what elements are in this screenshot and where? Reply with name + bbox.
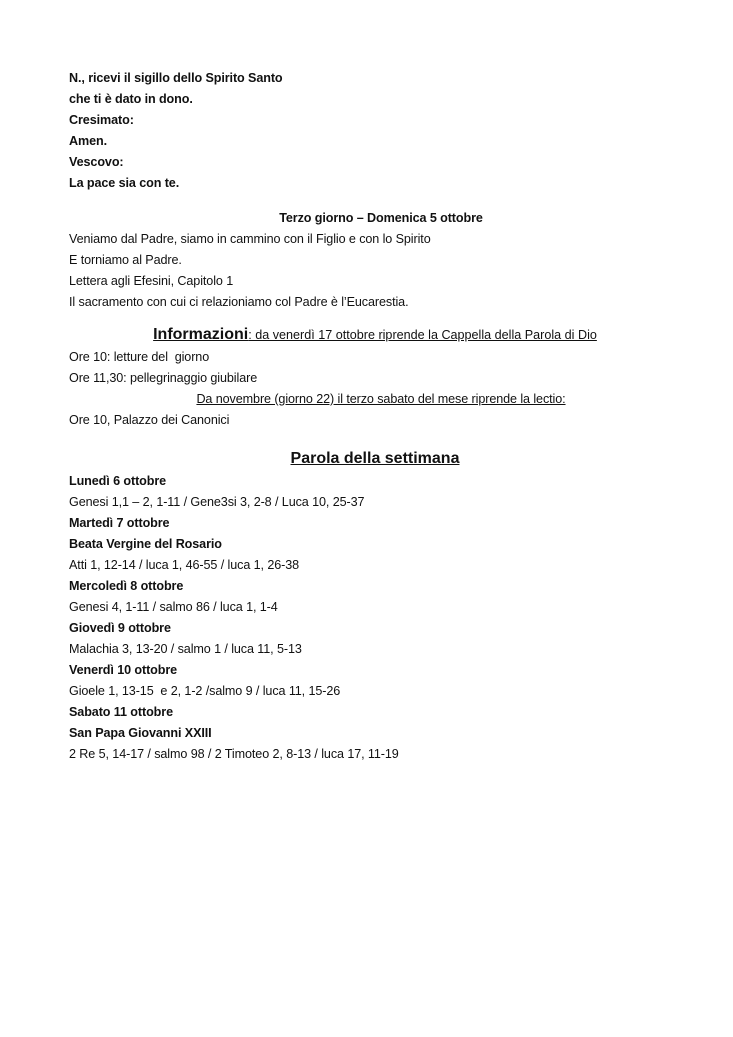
third-day-heading: Terzo giorno – Domenica 5 ottobre	[279, 211, 483, 225]
third-day-block	[69, 208, 669, 313]
day-readings: Genesi 4, 1-11 / salmo 86 / luca 1, 1-4	[69, 600, 278, 614]
day-label: Sabato 11 ottobre	[69, 705, 173, 719]
day-readings: Malachia 3, 13-20 / salmo 1 / luca 11, 5-13	[69, 642, 302, 656]
day-feast: San Papa Giovanni XXIII	[69, 726, 212, 740]
document-page	[69, 68, 669, 765]
rite-line: Amen.	[69, 134, 107, 148]
day-label: Lunedì 6 ottobre	[69, 474, 167, 488]
info-heading	[69, 323, 669, 347]
lectio-notice: Da novembre (giorno 22) il terzo sabato del mese riprende la lectio:	[196, 392, 566, 406]
rite-line: La pace sia con te.	[69, 176, 180, 190]
day-readings: Atti 1, 12-14 / luca 1, 46-55 / luca 1, 26-38	[69, 558, 300, 572]
third-day-line: E torniamo al Padre.	[69, 253, 182, 267]
week-title: Parola della settimana	[290, 450, 460, 467]
info-line: Ore 10: letture del giorno	[69, 350, 210, 364]
info-title-suffix: : da venerdì 17 ottobre riprende la Cappella della Parola di Dio	[248, 328, 597, 342]
day-label: Mercoledì 8 ottobre	[69, 579, 184, 593]
info-line: Ore 11,30: pellegrinaggio giubilare	[69, 371, 258, 385]
third-day-line: Veniamo dal Padre, siamo in cammino con il Figlio e con lo Spirito	[69, 232, 431, 246]
third-day-line: Il sacramento con cui ci relazioniamo col Padre è l’Eucarestia.	[69, 295, 409, 309]
day-label: Giovedì 9 ottobre	[69, 621, 171, 635]
week-block	[69, 447, 669, 765]
day-readings: Gioele 1, 13-15 e 2, 1-2 /salmo 9 / luca 11, 15-26	[69, 684, 341, 698]
rite-line: Vescovo:	[69, 155, 124, 169]
day-readings: 2 Re 5, 14-17 / salmo 98 / 2 Timoteo 2, 8-13 / luca 17, 11-19	[69, 747, 399, 761]
day-readings: Genesi 1,1 – 2, 1-11 / Gene3si 3, 2-8 / Luca 10, 25-37	[69, 495, 365, 509]
spacer	[69, 313, 669, 323]
info-title: Informazioni	[153, 326, 249, 343]
day-label: Martedì 7 ottobre	[69, 516, 170, 530]
day-label: Venerdì 10 ottobre	[69, 663, 178, 677]
rite-line: N., ricevi il sigillo dello Spirito Santo	[69, 71, 283, 85]
rite-block	[69, 68, 669, 194]
lectio-place: Ore 10, Palazzo dei Canonici	[69, 413, 230, 427]
third-day-line: Lettera agli Efesini, Capitolo 1	[69, 274, 234, 288]
rite-line: Cresimato:	[69, 113, 134, 127]
spacer	[69, 431, 669, 447]
info-block	[69, 323, 669, 431]
spacer	[69, 194, 669, 208]
rite-line: che ti è dato in dono.	[69, 92, 193, 106]
day-feast: Beata Vergine del Rosario	[69, 537, 222, 551]
